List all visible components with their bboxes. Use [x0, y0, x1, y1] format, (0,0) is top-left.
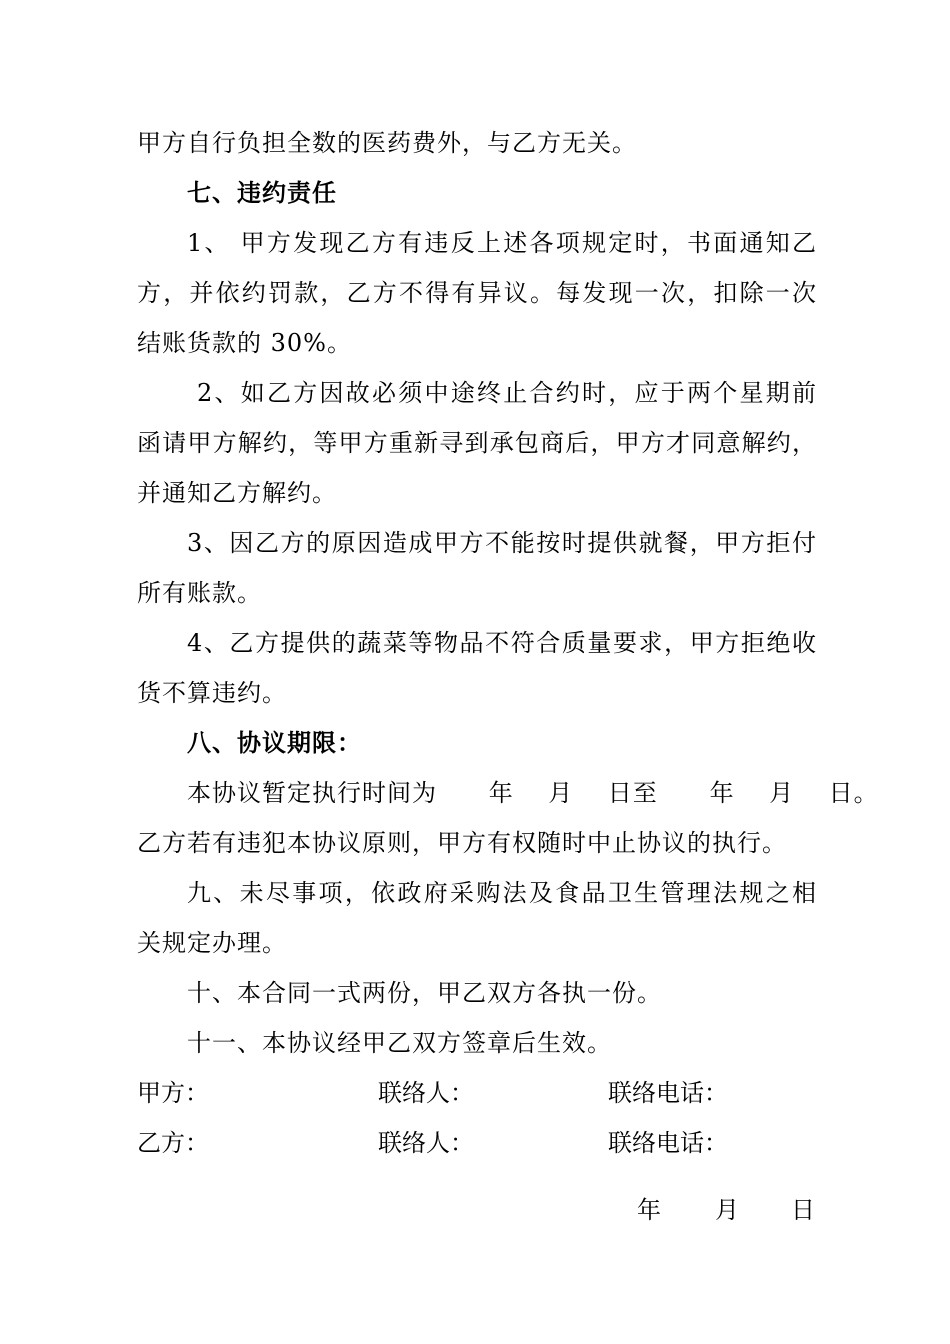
date-year: 年: [637, 1196, 661, 1224]
date-month: 月: [715, 1196, 739, 1224]
paragraph-line: 4、乙方提供的蔬菜等物品不符合质量要求，甲方拒绝收: [187, 629, 817, 657]
paragraph-line: 九、未尽事项，依政府采购法及食品卫生管理法规之相: [187, 879, 817, 907]
paragraph-line: 所有账款。: [137, 579, 262, 607]
paragraph-line: 3、因乙方的原因造成甲方不能按时提供就餐，甲方拒付: [187, 529, 817, 557]
section-heading-term: 八、协议期限：: [187, 728, 362, 757]
section-heading-breach: 七、违约责任: [187, 178, 337, 207]
paragraph-line: 关规定办理。: [137, 929, 287, 957]
paragraph-line: 2、如乙方因故必须中途终止合约时，应于两个星期前: [197, 379, 817, 407]
paragraph-line: 结账货款的 30%。: [137, 329, 352, 357]
paragraph-line: 并通知乙方解约。: [137, 479, 337, 507]
paragraph-line: 乙方若有违犯本协议原则，甲方有权随时中止协议的执行。: [137, 829, 787, 857]
paragraph-line: 十、本合同一式两份，甲乙双方各执一份。: [187, 979, 662, 1007]
paragraph-line: 1、 甲方发现乙方有违反上述各项规定时，书面通知乙: [187, 229, 817, 257]
paragraph-line: 十一、本协议经甲乙双方签章后生效。: [187, 1029, 612, 1057]
phone-a-label: 联络电话：: [608, 1079, 728, 1107]
date-day: 日: [791, 1196, 815, 1224]
party-b-label: 乙方：: [137, 1129, 209, 1157]
party-a-label: 甲方：: [137, 1079, 209, 1107]
paragraph-line: 函请甲方解约，等甲方重新寻到承包商后，甲方才同意解约，: [137, 429, 817, 457]
phone-b-label: 联络电话：: [608, 1129, 728, 1157]
paragraph-line: 本协议暂定执行时间为 年 月 日至 年 月 日。: [187, 779, 879, 807]
paragraph-line: 甲方自行负担全数的医药费外，与乙方无关。: [137, 129, 637, 157]
contact-b-label: 联络人：: [378, 1129, 474, 1157]
paragraph-line: 方，并依约罚款，乙方不得有异议。每发现一次，扣除一次: [137, 279, 817, 307]
contact-a-label: 联络人：: [378, 1079, 474, 1107]
paragraph-line: 货不算违约。: [137, 679, 287, 707]
